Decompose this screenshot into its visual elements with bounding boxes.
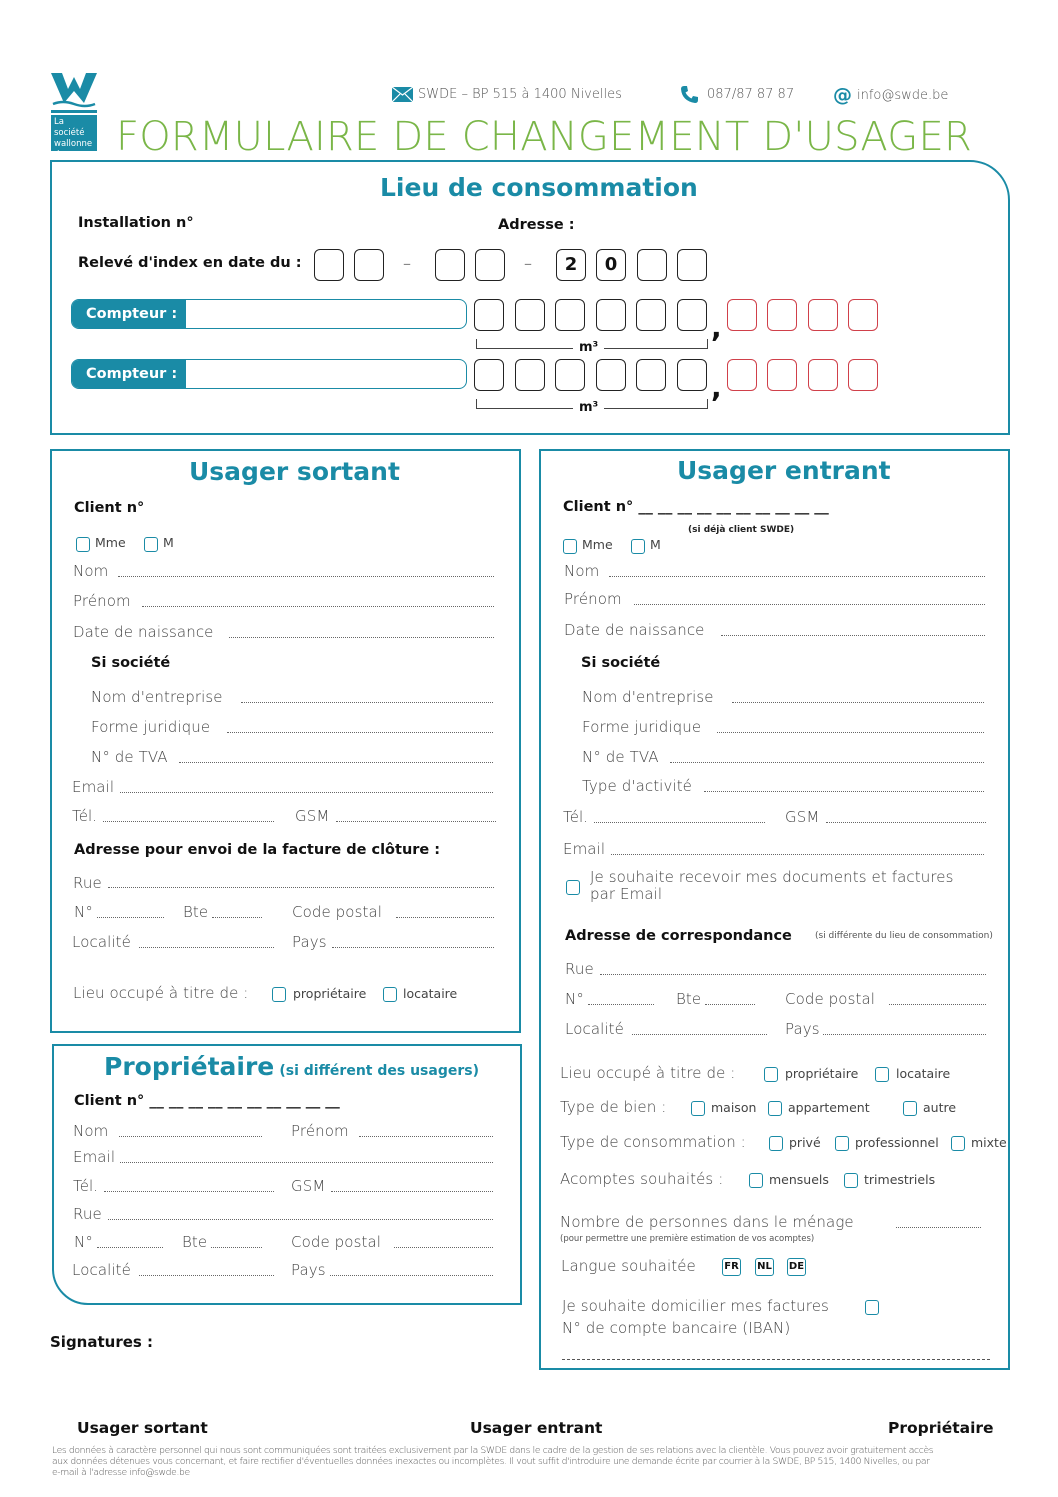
compteur-label: Compteur :	[72, 360, 186, 388]
prenom-label: Prénom	[73, 592, 131, 610]
gsm-label: GSM	[291, 1177, 326, 1195]
entrant-client-blanks[interactable]: __ __ __ __ __ __ __ __ __ __	[638, 499, 829, 515]
entrant-forme-field[interactable]	[717, 732, 984, 733]
entrant-tva-field[interactable]	[670, 762, 984, 763]
decimal-comma: ,	[711, 311, 722, 344]
proprio-cp-field[interactable]	[394, 1247, 493, 1248]
tel-label: Tél.	[72, 807, 98, 825]
year-digit-2[interactable]: 0	[596, 249, 626, 281]
cp-label: Code postal	[291, 1233, 382, 1251]
meter-2-decimal-digit-4[interactable]	[848, 359, 878, 391]
phone-text: 087/87 87 87	[707, 87, 795, 102]
professionnel-checkbox[interactable]	[835, 1136, 849, 1151]
appartement-checkbox[interactable]	[768, 1101, 782, 1116]
nom-label: Nom	[73, 1122, 109, 1140]
proprio-prenom-field[interactable]	[359, 1136, 493, 1137]
logo-line: wallonne	[54, 139, 93, 149]
client-label: Client n°	[74, 1093, 145, 1109]
langue-label: Langue souhaitée	[561, 1257, 696, 1275]
entreprise-label: Nom d'entreprise	[91, 688, 223, 706]
sortant-tel-field[interactable]	[103, 821, 274, 822]
entrant-email-field[interactable]	[611, 854, 984, 855]
sortant-mme-checkbox[interactable]	[76, 537, 90, 552]
naissance-label: Date de naissance	[564, 621, 705, 639]
meter-2-digit-1[interactable]	[474, 359, 504, 391]
bien-label: Type de bien :	[560, 1098, 667, 1116]
forme-label: Forme juridique	[91, 718, 211, 736]
entrant-entreprise-field[interactable]	[732, 702, 984, 703]
at-icon: @	[833, 84, 852, 106]
mme-label: Mme	[95, 535, 126, 550]
compteur-1-field[interactable]	[71, 299, 467, 329]
address-text: SWDE – BP 515 à 1400 Nivelles	[418, 87, 622, 102]
signature-entrant[interactable]: Usager entrant	[470, 1419, 603, 1437]
pays-label: Pays	[785, 1020, 820, 1038]
gsm-label: GSM	[785, 808, 820, 826]
meter-2-digit-4[interactable]	[596, 359, 626, 391]
unit-label: m³	[573, 400, 604, 415]
sortant-entreprise-field[interactable]	[241, 702, 493, 703]
meter-2-digit-2[interactable]	[515, 359, 545, 391]
month-digit-1[interactable]	[435, 249, 465, 281]
localite-label: Localité	[72, 933, 131, 951]
professionnel-label: professionnel	[855, 1135, 939, 1150]
domicilier-label: Je souhaite domicilier mes factures	[562, 1297, 829, 1315]
signature-proprio[interactable]: Propriétaire	[888, 1419, 994, 1437]
occupe-label: Lieu occupé à titre de :	[560, 1064, 736, 1082]
sortant-cp-field[interactable]	[396, 917, 494, 918]
meter-2-digit-5[interactable]	[636, 359, 666, 391]
meter-2-digit-6[interactable]	[677, 359, 707, 391]
entreprise-label: Nom d'entreprise	[582, 688, 714, 706]
entrant-pays-field[interactable]	[823, 1034, 986, 1035]
iban-label: N° de compte bancaire (IBAN)	[562, 1319, 791, 1337]
sortant-title: Usager sortant	[189, 457, 400, 486]
trimestriels-label: trimestriels	[864, 1172, 936, 1187]
year-digit-1[interactable]: 2	[556, 249, 586, 281]
entrant-naissance-field[interactable]	[721, 635, 985, 636]
entrant-client-label	[563, 499, 829, 515]
mixte-checkbox[interactable]	[951, 1136, 965, 1151]
rue-label: Rue	[565, 960, 594, 978]
occupe-label: Lieu occupé à titre de :	[73, 984, 249, 1002]
nom-label: Nom	[564, 562, 600, 580]
usager-entrant-section	[539, 449, 1010, 1370]
prive-checkbox[interactable]	[769, 1136, 783, 1151]
entrant-no-field[interactable]	[588, 1004, 654, 1005]
email-text[interactable]: info@swde.be	[857, 88, 949, 103]
privacy-line: aux données détenues vous concernant, et faire rectifier d'éventuelles données inexactes ou incomplètes. Il vout suffit d'introduire une demande écrite par courrier à la SWDE, BP 515, 1400 Nivelles, ou par	[52, 1456, 930, 1467]
signature-sortant[interactable]: Usager sortant	[77, 1419, 208, 1437]
privacy-line: Les données à caractère personnel qui nous sont communiquées sont traitées exclusivement par la SWDE dans le cadre de la gestion de ses relations avec la clientèle. Vous pouvez avoir gratuitement accès	[52, 1445, 934, 1456]
proprio-bte-field[interactable]	[211, 1247, 262, 1248]
proprio-title-group	[104, 1052, 479, 1081]
tva-label: N° de TVA	[91, 748, 168, 766]
meter-2-digit-3[interactable]	[555, 359, 585, 391]
societe-heading: Si société	[91, 655, 171, 671]
entrant-proprietaire-checkbox[interactable]	[764, 1067, 778, 1082]
gsm-label: GSM	[295, 807, 330, 825]
mensuels-checkbox[interactable]	[749, 1173, 763, 1188]
email-opt-line2: par Email	[590, 885, 663, 903]
day-digit-1[interactable]	[314, 249, 344, 281]
proprio-rue-field[interactable]	[108, 1219, 493, 1220]
decimal-comma: ,	[711, 371, 722, 404]
locataire-label: locataire	[896, 1066, 951, 1081]
sortant-tva-field[interactable]	[179, 762, 493, 763]
page-title: FORMULAIRE DE CHANGEMENT D'USAGER	[116, 114, 972, 160]
sortant-locataire-checkbox[interactable]	[383, 987, 397, 1002]
sortant-forme-field[interactable]	[227, 732, 493, 733]
lang-de-option[interactable]: DE	[787, 1258, 806, 1276]
email-opt-label	[590, 869, 954, 903]
maison-label: maison	[711, 1100, 757, 1115]
contact-phone	[680, 85, 794, 104]
date-separator: –	[403, 254, 411, 273]
day-digit-2[interactable]	[354, 249, 384, 281]
no-label: N°	[74, 903, 93, 921]
mixte-label: mixte	[971, 1135, 1007, 1150]
meter-1-digit-3[interactable]	[555, 299, 585, 331]
entrant-title: Usager entrant	[677, 456, 891, 485]
prenom-label: Prénom	[564, 590, 622, 608]
tel-label: Tél.	[73, 1177, 99, 1195]
sortant-prenom-field[interactable]	[142, 606, 494, 607]
rue-label: Rue	[73, 1205, 102, 1223]
email-label: Email	[73, 1148, 116, 1166]
year-digit-3[interactable]	[637, 249, 667, 281]
sortant-no-field[interactable]	[97, 917, 164, 918]
meter-1-digit-5[interactable]	[636, 299, 666, 331]
cp-label: Code postal	[292, 903, 383, 921]
meter-2-decimal-digit-1[interactable]	[727, 359, 757, 391]
rue-label: Rue	[73, 874, 102, 892]
corresp-heading: Adresse de correspondance	[565, 928, 792, 944]
no-label: N°	[565, 990, 584, 1008]
m-label: M	[163, 535, 174, 550]
email-label: Email	[72, 778, 115, 796]
compteur-label: Compteur :	[72, 300, 186, 328]
entrant-mme-checkbox[interactable]	[563, 539, 577, 554]
bte-label: Bte	[183, 903, 209, 921]
sortant-localite-field[interactable]	[139, 947, 274, 948]
proprio-nom-field[interactable]	[119, 1136, 262, 1137]
adresse-cloture-heading: Adresse pour envoi de la facture de clôture :	[74, 842, 441, 858]
autre-checkbox[interactable]	[903, 1101, 917, 1116]
proprio-client-label	[74, 1093, 340, 1109]
mme-label: Mme	[582, 537, 613, 552]
swde-logo	[51, 73, 97, 160]
year-digit-4[interactable]	[677, 249, 707, 281]
entrant-localite-field[interactable]	[632, 1034, 767, 1035]
tel-label: Tél.	[563, 808, 589, 826]
entrant-m-checkbox[interactable]	[631, 539, 645, 554]
proprio-pays-field[interactable]	[330, 1275, 493, 1276]
cp-label: Code postal	[785, 990, 876, 1008]
releve-label: Relevé d'index en date du :	[78, 255, 302, 271]
logo-line: La société	[54, 117, 85, 138]
menage-label: Nombre de personnes dans le ménage	[560, 1213, 854, 1231]
proprio-client-blanks[interactable]: __ __ __ __ __ __ __ __ __ __	[149, 1093, 340, 1109]
email-label: Email	[563, 840, 606, 858]
email-opt-line1: Je souhaite recevoir mes documents et factures	[590, 868, 954, 886]
m-label: M	[650, 537, 661, 552]
contact-address	[392, 87, 622, 102]
activite-label: Type d'activité	[582, 777, 693, 795]
client-note: (si déjà client SWDE)	[688, 525, 795, 535]
trimestriels-checkbox[interactable]	[844, 1173, 858, 1188]
sortant-nom-field[interactable]	[118, 576, 494, 577]
menage-note: (pour permettre une première estimation de vos acomptes)	[560, 1234, 815, 1244]
signatures-title: Signatures :	[50, 1333, 154, 1351]
nom-label: Nom	[73, 562, 109, 580]
lieu-title: Lieu de consommation	[380, 173, 698, 202]
entrant-nom-field[interactable]	[609, 576, 985, 577]
bte-label: Bte	[182, 1233, 208, 1251]
meter-1-digit-4[interactable]	[596, 299, 626, 331]
societe-heading: Si société	[581, 655, 661, 671]
proprio-email-field[interactable]	[120, 1162, 493, 1163]
month-digit-2[interactable]	[475, 249, 505, 281]
locataire-label: locataire	[403, 986, 458, 1001]
iban-field[interactable]	[562, 1359, 990, 1360]
proprietaire-label: propriétaire	[785, 1066, 859, 1081]
mensuels-label: mensuels	[769, 1172, 829, 1187]
email-documents-checkbox[interactable]	[566, 880, 580, 895]
contact-email	[833, 86, 948, 105]
appartement-label: appartement	[788, 1100, 870, 1115]
pays-label: Pays	[291, 1261, 326, 1279]
entrant-activite-field[interactable]	[704, 791, 984, 792]
swde-w-logo-icon	[51, 73, 97, 109]
entrant-rue-field[interactable]	[600, 974, 986, 975]
entrant-locataire-checkbox[interactable]	[875, 1067, 889, 1082]
proprio-no-field[interactable]	[97, 1247, 163, 1248]
maison-checkbox[interactable]	[691, 1101, 705, 1116]
localite-label: Localité	[565, 1020, 624, 1038]
privacy-line: e-mail à l'adresse info@swde.be	[52, 1467, 190, 1478]
prive-label: privé	[789, 1135, 821, 1150]
entrant-cp-field[interactable]	[889, 1004, 986, 1005]
tva-label: N° de TVA	[582, 748, 659, 766]
meter-1-digit-6[interactable]	[677, 299, 707, 331]
menage-field[interactable]	[896, 1227, 981, 1228]
lang-fr-option[interactable]: FR	[722, 1258, 741, 1276]
adresse-label: Adresse :	[498, 217, 575, 233]
bte-label: Bte	[676, 990, 702, 1008]
proprio-title: Propriétaire	[104, 1052, 275, 1081]
sortant-client-label: Client n°	[74, 500, 145, 516]
meter-1-digit-1[interactable]	[474, 299, 504, 331]
proprietaire-label: propriétaire	[293, 986, 367, 1001]
conso-label: Type de consommation :	[560, 1133, 746, 1151]
naissance-label: Date de naissance	[73, 623, 214, 641]
date-separator: –	[524, 254, 532, 273]
installation-label: Installation n°	[78, 215, 194, 231]
sortant-pays-field[interactable]	[332, 947, 494, 948]
sortant-naissance-field[interactable]	[229, 637, 494, 638]
entrant-prenom-field[interactable]	[634, 604, 985, 605]
domicilier-checkbox[interactable]	[865, 1300, 879, 1315]
forme-label: Forme juridique	[582, 718, 702, 736]
sortant-proprietaire-checkbox[interactable]	[272, 987, 286, 1002]
autre-label: autre	[923, 1100, 957, 1115]
lang-nl-option[interactable]: NL	[755, 1258, 774, 1276]
meter-1-decimal-digit-1[interactable]	[727, 299, 757, 331]
sortant-gsm-field[interactable]	[336, 821, 496, 822]
acomptes-label: Acomptes souhaités :	[560, 1170, 724, 1188]
envelope-icon	[392, 87, 413, 102]
unit-label: m³	[573, 340, 604, 355]
localite-label: Localité	[72, 1261, 131, 1279]
meter-1-decimal-digit-3[interactable]	[808, 299, 838, 331]
meter-1-decimal-digit-2[interactable]	[767, 299, 797, 331]
meter-2-decimal-digit-3[interactable]	[808, 359, 838, 391]
entrant-tel-field[interactable]	[594, 822, 765, 823]
sortant-m-checkbox[interactable]	[144, 537, 158, 552]
compteur-2-field[interactable]	[71, 359, 467, 389]
client-label: Client n°	[563, 499, 634, 515]
pays-label: Pays	[292, 933, 327, 951]
phone-icon	[680, 85, 699, 104]
no-label: N°	[74, 1233, 93, 1251]
sortant-email-field[interactable]	[120, 792, 493, 793]
proprio-gsm-field[interactable]	[331, 1191, 493, 1192]
proprio-subtitle: (si différent des usagers)	[279, 1063, 479, 1079]
meter-1-digit-2[interactable]	[515, 299, 545, 331]
prenom-label: Prénom	[291, 1122, 349, 1140]
corresp-note: (si différente du lieu de consommation)	[815, 931, 993, 941]
meter-2-decimal-digit-2[interactable]	[767, 359, 797, 391]
meter-1-decimal-digit-4[interactable]	[848, 299, 878, 331]
proprio-localite-field[interactable]	[139, 1275, 274, 1276]
logo-line: des eaux	[54, 150, 93, 160]
sortant-rue-field[interactable]	[108, 887, 494, 888]
proprio-tel-field[interactable]	[104, 1191, 274, 1192]
privacy-notice	[52, 1445, 1012, 1478]
entrant-bte-field[interactable]	[705, 1004, 755, 1005]
sortant-bte-field[interactable]	[212, 917, 262, 918]
entrant-gsm-field[interactable]	[826, 822, 986, 823]
